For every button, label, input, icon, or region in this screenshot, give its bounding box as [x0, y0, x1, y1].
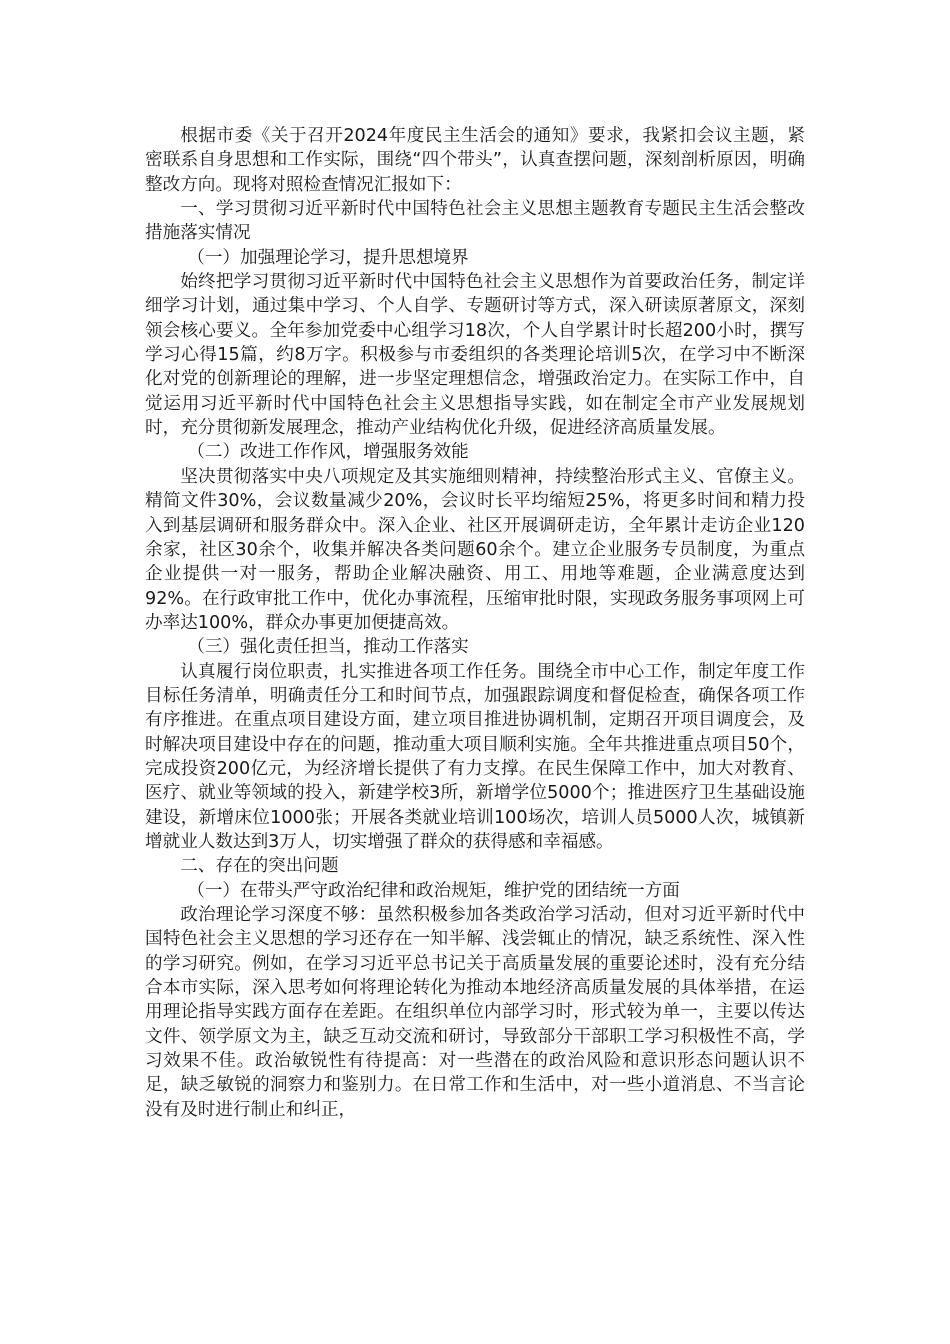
- body-paragraph: 始终把学习贯彻习近平新时代中国特色社会主义思想作为首要政治任务，制定详细学习计划，通过集中学习、个人自学、专题研讨等方式，深入研读原著原文，深刻领会核心要义。全年参加党委中心组学习18次，个人自学累计时长超200小时，撰写学习心得15篇，约8万字。积极参与市委组织的各类理论培训5次，在学习中不断深化对党的创新理论的理解，进一步坚定理想信念，增强政治定力。在实际工作中，自觉运用习近平新时代中国特色社会主义思想指导实践，如在制定全市产业发展规划时，充分贯彻新发展理念，推动产业结构优化升级，促进经济高质量发展。: [145, 272, 805, 439]
- section-heading-1: 一、学习贯彻习近平新时代中国特色社会主义思想主题教育专题民主生活会整改措施落实情况: [145, 199, 805, 244]
- body-paragraph: 坚决贯彻落实中央八项规定及其实施细则精神，持续整治形式主义、官僚主义。精简文件30%，会议数量减少20%，会议时长平均缩短25%，将更多时间和精力投入到基层调研和服务群众中。深入企业、社区开展调研走访，全年累计走访企业120余家，社区30余个，收集并解决各类问题60余个。建立企业服务专员制度，为重点企业提供一对一服务，帮助企业解决融资、用工、用地等难题，企业满意度达到92%。在行政审批工作中，优化办事流程，压缩审批时限，实现政务服务事项网上可办率达100%，群众办事更加便捷高效。: [145, 466, 805, 633]
- intro-paragraph: 根据市委《关于召开2024年度民主生活会的通知》要求，我紧扣会议主题，紧密联系自身思想和工作实际，围绕“四个带头”，认真查摆问题，深刻剖析原因，明确整改方向。现将对照检查情况汇报如下：: [145, 126, 805, 195]
- subsection-heading-2-1: （一）在带头严守政治纪律和政治规矩，维护党的团结统一方面: [187, 880, 680, 901]
- document-page: [145, 124, 805, 1122]
- body-paragraph: 认真履行岗位职责，扎实推进各项工作任务。围绕全市中心工作，制定年度工作目标任务清单，明确责任分工和时间节点，加强跟踪调度和督促检查，确保各项工作有序推进。在重点项目建设方面，建立项目推进协调机制，定期召开项目调度会，及时解决项目建设中存在的问题，推动重大项目顺利实施。全年共推进重点项目50个，完成投资200亿元，为经济增长提供了有力支撑。在民生保障工作中，加大对教育、医疗、就业等领域的投入，新建学校3所，新增学位5000个；推进医疗卫生基础设施建设，新增床位1000张；开展各类就业培训100场次，培训人员5000人次，城镇新增就业人数达到3万人，切实增强了群众的获得感和幸福感。: [145, 661, 805, 852]
- section-heading-2: 二、存在的突出问题: [180, 856, 339, 877]
- subsection-heading-1-3: （三）强化责任担当，推动工作落实: [187, 637, 469, 658]
- subsection-heading-1-1: （一）加强理论学习，提升思想境界: [187, 247, 469, 268]
- subsection-heading-1-2: （二）改进工作作风，增强服务效能: [187, 442, 469, 463]
- body-paragraph: 政治理论学习深度不够：虽然积极参加各类政治学习活动，但对习近平新时代中国特色社会主义思想的学习还存在一知半解、浅尝辄止的情况，缺乏系统性、深入性的学习研究。例如，在学习习近平总书记关于高质量发展的重要论述时，没有充分结合本市实际，深入思考如何将理论转化为推动本地经济高质量发展的具体举措，在运用理论指导实践方面存在差距。在组织单位内部学习时，形式较为单一，主要以传达文件、领学原文为主，缺乏互动交流和研讨，导致部分干部职工学习积极性不高，学习效果不佳。政治敏锐性有待提高：对一些潜在的政治风险和意识形态问题认识不足，缺乏敏锐的洞察力和鉴别力。在日常工作和生活中，对一些小道消息、不当言论没有及时进行制止和纠正，: [145, 905, 805, 1120]
